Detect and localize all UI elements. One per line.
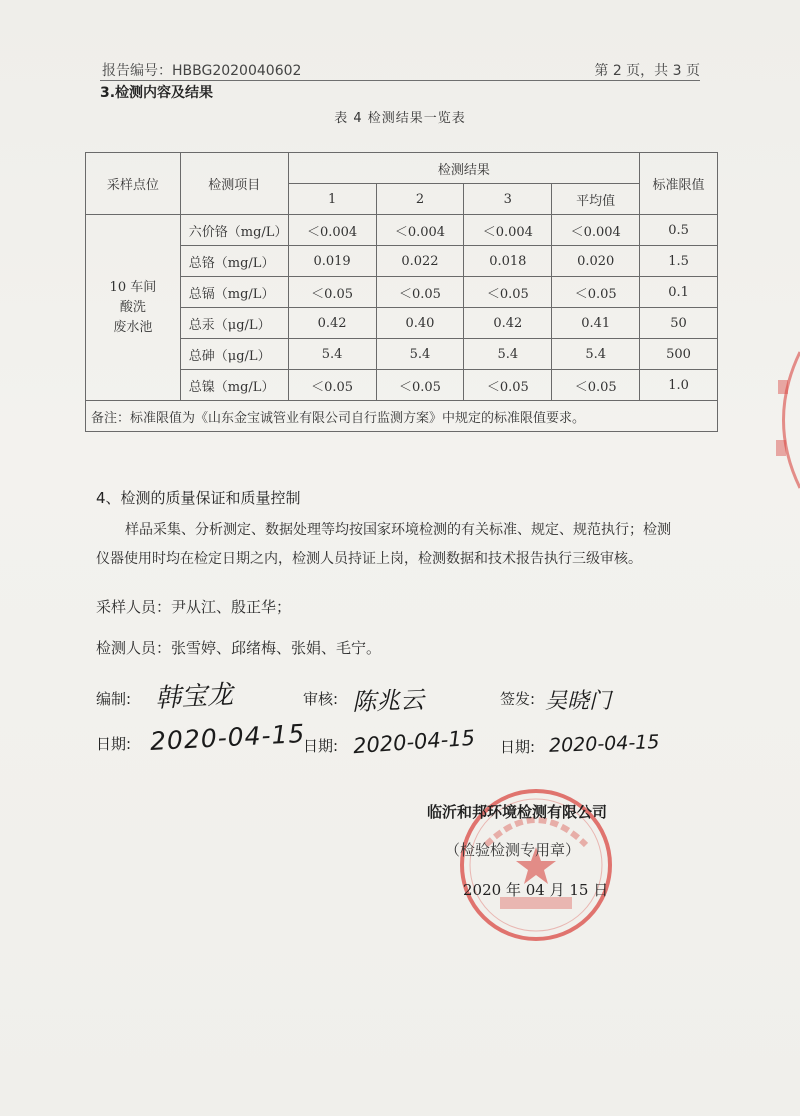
row-v1: 0.42 [288, 308, 376, 339]
header-test-item: 检测项目 [180, 153, 288, 215]
testers-line: 检测人员：张雪婷、邱绪梅、张娟、毛宁。 [96, 639, 382, 657]
compile-date-label: 日期: [96, 735, 132, 753]
row-v2: 0.40 [376, 308, 464, 339]
row-avg: ＜0.05 [552, 370, 640, 401]
samplers-line: 采样人员：尹从江、殷正华； [96, 598, 292, 616]
row-v3: 5.4 [464, 339, 552, 370]
row-limit: 500 [640, 339, 718, 370]
row-item: 总砷（μg/L） [180, 339, 288, 370]
issue-date-label: 日期: [500, 738, 536, 756]
report-number: 报告编号：HBBG2020040602 [102, 63, 302, 79]
row-limit: 0.5 [640, 215, 718, 246]
review-label: 审核: [303, 690, 339, 708]
row-v1: ＜0.05 [288, 370, 376, 401]
row-item: 总镍（mg/L） [180, 370, 288, 401]
table-caption: 表 4 检测结果一览表 [334, 111, 466, 126]
edge-seal-icon [762, 350, 800, 490]
row-v2: ＜0.004 [376, 215, 464, 246]
review-date-label: 日期: [303, 737, 339, 755]
compile-signature: 韩宝龙 [154, 679, 234, 715]
row-item: 总铬（mg/L） [180, 246, 288, 277]
row-item: 六价铬（mg/L） [180, 215, 288, 246]
results-table [85, 152, 718, 432]
section3-title: 3.检测内容及结果 [100, 85, 214, 101]
row-avg: 0.41 [552, 308, 640, 339]
issue-signature: 吴晓门 [545, 689, 612, 714]
header-col-2: 2 [376, 184, 464, 215]
row-v3: 0.42 [464, 308, 552, 339]
sampling-point-line: 废水池 [113, 319, 153, 335]
seal-note: （检验检测专用章） [445, 841, 581, 859]
row-avg: 0.020 [552, 246, 640, 277]
header-results: 检测结果 [288, 153, 639, 184]
row-avg: ＜0.004 [552, 215, 640, 246]
review-signature: 陈兆云 [351, 685, 425, 717]
header-sampling-point: 采样点位 [86, 153, 181, 215]
compile-label: 编制: [96, 690, 132, 708]
header-limit: 标准限值 [640, 153, 718, 215]
issue-label: 签发: [500, 690, 536, 708]
compile-date: 2020-04-15 [149, 718, 306, 757]
row-v2: 0.022 [376, 246, 464, 277]
row-item: 总镉（mg/L） [180, 277, 288, 308]
row-v1: ＜0.004 [288, 215, 376, 246]
row-avg: 5.4 [552, 339, 640, 370]
row-v3: ＜0.004 [464, 215, 552, 246]
row-v2: 5.4 [376, 339, 464, 370]
issue-date-final: 2020 年 04 月 15 日 [463, 881, 609, 899]
row-v1: ＜0.05 [288, 277, 376, 308]
company-name: 临沂和邦环境检测有限公司 [427, 803, 608, 821]
row-limit: 1.0 [640, 370, 718, 401]
table-note: 备注：标准限值为《山东金宝诚管业有限公司自行监测方案》中规定的标准限值要求。 [86, 401, 718, 432]
row-limit: 0.1 [640, 277, 718, 308]
header-col-1: 1 [288, 184, 376, 215]
section4-title: 4、检测的质量保证和质量控制 [96, 489, 301, 507]
row-v1: 5.4 [288, 339, 376, 370]
page-indicator: 第 2 页，共 3 页 [594, 63, 700, 79]
header-col-3: 3 [464, 184, 552, 215]
qa-paragraph-line-1: 样品采集、分析测定、数据处理等均按国家环境检测的有关标准、规定、规范执行；检测 [125, 522, 671, 538]
row-limit: 50 [640, 308, 718, 339]
row-v2: ＜0.05 [376, 277, 464, 308]
row-v3: ＜0.05 [464, 277, 552, 308]
review-date: 2020-04-15 [352, 725, 476, 759]
sampling-point-line: 10 车间 [109, 279, 157, 295]
sampling-point-cell [86, 215, 181, 401]
qa-paragraph-line-2: 仪器使用时均在检定日期之内，检测人员持证上岗，检测数据和技术报告执行三级审核。 [96, 551, 642, 567]
issue-date: 2020-04-15 [548, 731, 660, 757]
row-v3: 0.018 [464, 246, 552, 277]
row-avg: ＜0.05 [552, 277, 640, 308]
row-v1: 0.019 [288, 246, 376, 277]
header-avg: 平均值 [552, 184, 640, 215]
row-v3: ＜0.05 [464, 370, 552, 401]
sampling-point-line: 酸洗 [119, 299, 146, 315]
page-header [100, 58, 700, 81]
row-v2: ＜0.05 [376, 370, 464, 401]
row-limit: 1.5 [640, 246, 718, 277]
row-item: 总汞（μg/L） [180, 308, 288, 339]
